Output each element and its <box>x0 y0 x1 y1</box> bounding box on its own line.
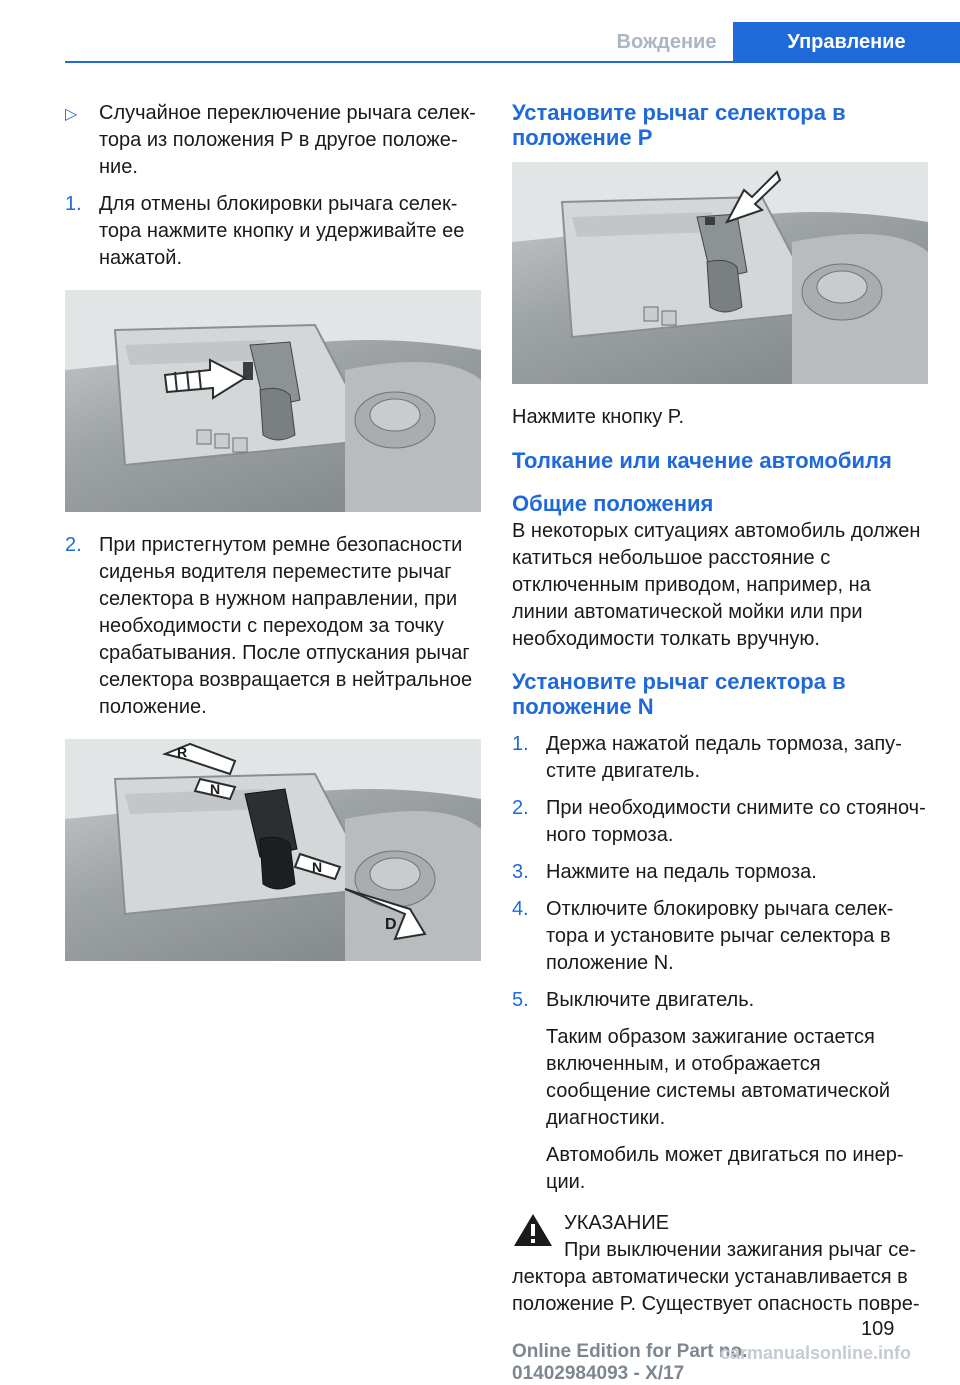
figure-press-p <box>512 162 928 384</box>
page-number: 109 <box>861 1318 895 1340</box>
watermark: carmanualsonline.info <box>720 1343 912 1363</box>
step-text: Выключите двигатель. <box>546 989 755 1011</box>
step-number: 3. <box>512 861 529 883</box>
step-text: При необходимости снимите со стояночного тормоза. <box>546 797 926 846</box>
step-number: 1. <box>65 193 82 215</box>
console-illustration-3 <box>512 162 928 384</box>
n-step-4 <box>512 896 928 977</box>
figure-unlock-button <box>65 290 481 512</box>
warning-text: При выключении зажигания рычаг селектора автоматически устанавливается в положение P. Существует опасность повре- <box>512 1239 920 1315</box>
n-steps-list <box>512 731 928 1014</box>
n-label-bottom: N <box>312 859 323 875</box>
triangle-bullet-icon: ▷ <box>65 106 78 123</box>
header-tabs <box>600 22 960 62</box>
tab-driving[interactable]: Вождение <box>600 22 733 62</box>
step-5-note-1: Таким образом зажигание остается включенным, и отображается сообщение системы автоматической диагностики. <box>546 1026 891 1129</box>
tab-controls[interactable]: Управление <box>733 22 960 62</box>
console-illustration-1 <box>65 290 481 512</box>
figure-shift-directions <box>65 739 481 961</box>
r-label: R <box>177 744 188 760</box>
console-illustration-2 <box>65 739 481 961</box>
header-rule <box>65 61 960 63</box>
n-step-2 <box>512 795 928 849</box>
n-label-top: N <box>210 781 221 797</box>
step-text: При пристегнутом ремне безопасности сиденья водителя переместите рычаг селектора в нужном направлении, при необходимости с переходом за точку срабатывания. После отпускания рычаг селектора возвращается в нейтральное положение. <box>99 534 473 718</box>
step-text: Отключите блокировку рычага селектора и установите рычаг селектора в положение N. <box>546 898 894 974</box>
edition-line: Online Edition for Part no. 01402984093 - X/17 <box>512 1341 748 1384</box>
warning-block <box>512 1210 928 1318</box>
heading-position-p: Установите рычаг селектора в положение P <box>512 100 846 150</box>
n-step-3 <box>512 859 928 886</box>
step-2 <box>65 532 481 721</box>
left-column <box>65 100 481 981</box>
press-p-text: Нажмите кнопку P. <box>512 406 685 428</box>
general-text: В некоторых ситуациях автомобиль должен катиться небольшое расстояние с отключенным приводом, например, на линии автоматической мойки или при необходимости толкать вручную. <box>512 520 921 650</box>
heading-push-roll: Толкание или качение автомобиля <box>512 448 892 473</box>
step-text: Держа нажатой педаль тормоза, запустите двигатель. <box>546 733 902 782</box>
step-number: 5. <box>512 989 529 1011</box>
n-step-1 <box>512 731 928 785</box>
n-step-5 <box>512 987 928 1014</box>
step-number: 2. <box>65 534 82 556</box>
step-5-note-2: Автомобиль может двигаться по инерции. <box>546 1144 904 1193</box>
step-text: Для отмены блокировки рычага селектора нажмите кнопку и удерживайте ее нажатой. <box>99 193 465 269</box>
heading-position-n: Установите рычаг селектора в положение N <box>512 669 846 719</box>
d-label: D <box>385 916 397 933</box>
warning-title: УКАЗАНИЕ <box>564 1212 670 1234</box>
bullet-text: Случайное переключение рычага селектора из положения P в другое положение. <box>99 102 476 178</box>
step-1 <box>65 191 481 272</box>
step-number: 1. <box>512 733 529 755</box>
step-text: Нажмите на педаль тормоза. <box>546 861 817 883</box>
heading-general: Общие положения <box>512 491 714 516</box>
warning-triangle-icon <box>512 1212 554 1248</box>
step-number: 2. <box>512 797 529 819</box>
right-column <box>512 100 928 1318</box>
step-number: 4. <box>512 898 529 920</box>
bullet-item <box>65 100 481 181</box>
